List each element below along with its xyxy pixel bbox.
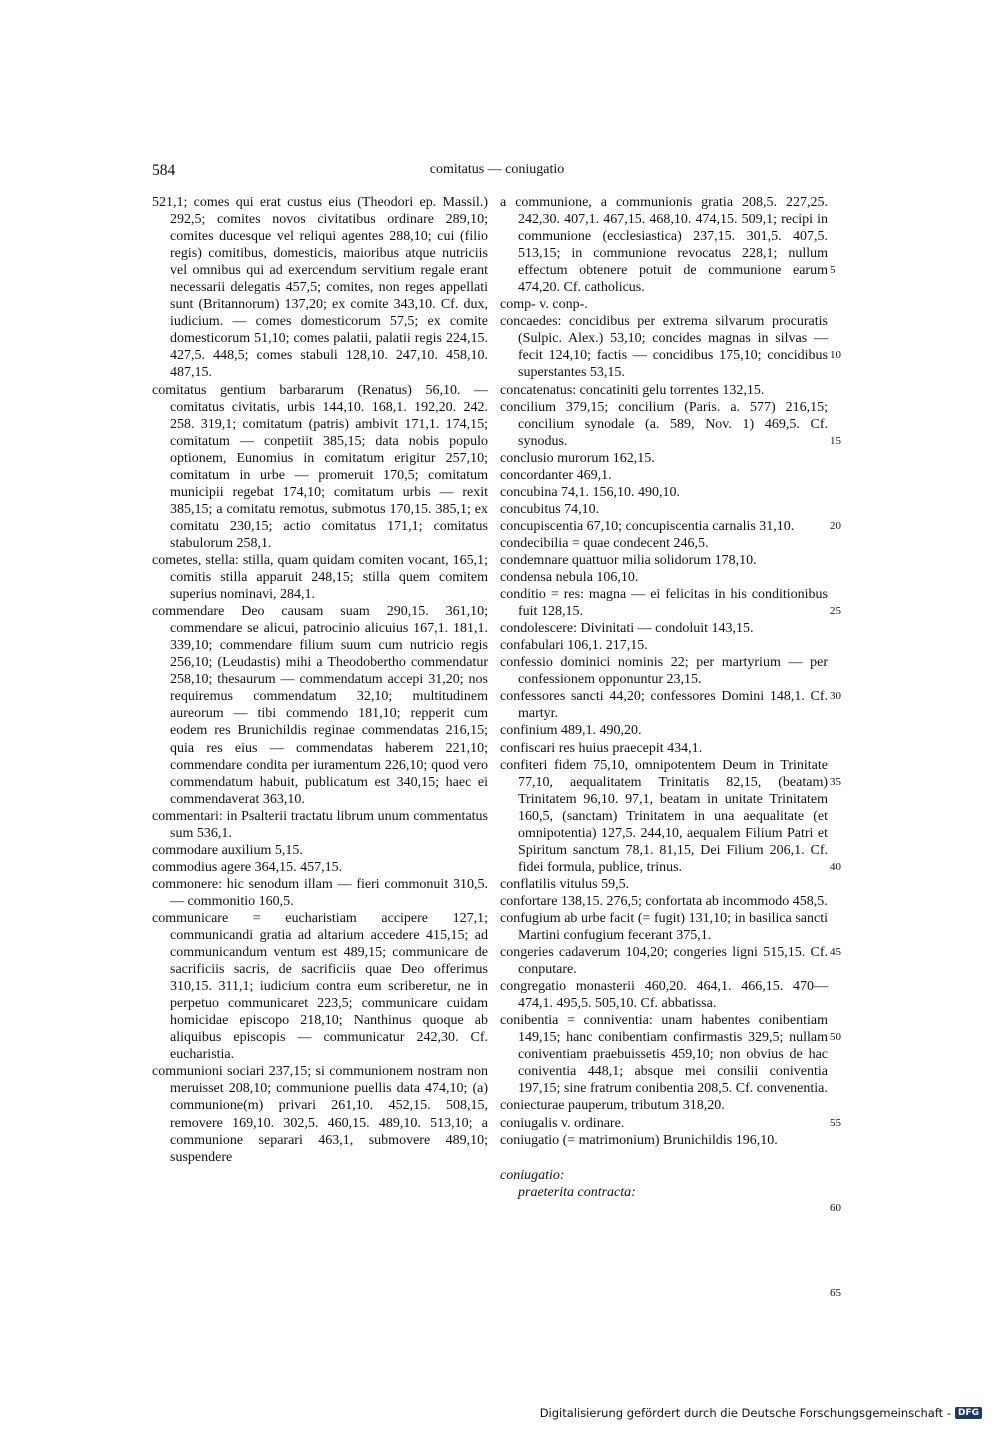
running-head: comitatus — coniugatio	[429, 162, 565, 177]
index-entry: confessio dominici nominis 22; per martyrium — per confessionem opponuntur 23,15.	[500, 655, 828, 688]
index-entry: commendare Deo causam suam 290,15. 361,10; commendare se alicui, patrocinio alicuius 167,1. 181,1. 339,10; commendare filium suum cum nutricio regis 256,10; (Leudastis) mihi a Theodobertho commendatur 258,10; thesaurum — commendatum accepi 31,20; nos requiremus commendatum 32,10; multitudinem aureorum — tibi commendo 181,10; repperit cum eodem res Brunichildis reginae commendatas 216,15; quia res eius — commendatas haberem 221,10; commendare condita per iuramentum 226,10; quod vero commendatum habuit, publicatum est 340,15; haec ei commendaverat 363,10.	[152, 604, 488, 807]
line-number: 35	[830, 775, 841, 788]
index-entry: 521,1; comes qui erat custus eius (Theodori ep. Massil.) 292,5; comites novos civitatibus ordinare 289,10; comites ducesque vel reliqui agentes 288,10; cui (filio regis) comitibus, domesticis, maioribus atque nutriciis vel omnibus qui ad exercendum servitium regale erant necessarii delegatis 457,5; comites, non reges appellati sunt (Britannorum) 137,20; ex comite 343,10. Cf. dux, iudicium. — comes domesticorum 57,5; ex comite domesticorum 51,10; comes palatii, palatii regis 224,15. 427,5. 448,5; comes stabuli 128,10. 247,10. 458,10. 487,15.	[152, 195, 488, 381]
index-entry: concubitus 74,10.	[500, 501, 600, 517]
index-entry: commentari: in Psalterii tractatu librum unum commentatus sum 536,1.	[152, 808, 488, 841]
index-entry: conflatilis vitulus 59,5.	[500, 876, 630, 892]
index-entry: commodare auxilium 5,15.	[152, 842, 303, 858]
line-number: 30	[830, 690, 841, 703]
page-header	[152, 162, 842, 184]
index-entry: confinium 489,1. 490,20.	[500, 723, 642, 739]
page-number: 584	[152, 162, 176, 179]
index-entry: condolescere: Divinitati — condoluit 143,15.	[500, 621, 754, 637]
index-entry: confessores sancti 44,20; confessores Domini 148,1. Cf. martyr.	[500, 689, 828, 722]
line-number: 15	[830, 434, 841, 447]
index-entry: congeries cadaverum 104,20; congeries ligni 515,15. Cf. conputare.	[500, 945, 828, 978]
subhead: praeterita contracta:	[518, 1184, 636, 1200]
line-number: 45	[830, 946, 841, 959]
index-entry: conditio = res: magna — ei felicitas in his conditionibus fuit 128,15.	[500, 587, 828, 620]
line-number: 5	[830, 264, 836, 277]
index-entry: coniugalis v. ordinare.	[500, 1115, 625, 1131]
subhead: coniugatio:	[500, 1167, 565, 1183]
index-entry: commonere: hic senodum illam — fieri commonuit 310,5. — commonitio 160,5.	[152, 876, 488, 909]
index-entry: condensa nebula 106,10.	[500, 570, 639, 586]
index-entry: concatenatus: concatiniti gelu torrentes 132,15.	[500, 382, 765, 398]
left-column	[152, 194, 488, 1166]
index-entry: concubina 74,1. 156,10. 490,10.	[500, 484, 681, 500]
index-entry: cometes, stella: stilla, quam quidam comiten vocant, 165,1; comitis stilla apparuit 248,15; stilla quem comitem superius nominavi, 284,1.	[152, 552, 488, 603]
index-entry: comitatus gentium barbararum (Renatus) 56,10. — comitatus civitatis, urbis 144,10. 168,1. 192,20. 242. 258. 319,1; comitatum (patris) ambivit 171,1. 174,15; comitatum — conpetiit 385,15; data nobis populo optionem, Eunomius in comitatum erigitur 257,10; comitatum in urbe — promeruit 170,5; comitatum municipii regebat 174,10; comitatum urbis — rexit 385,15; a comitatu remotus, submotus 170,15. 385,1; ex comitatu 230,15; actio comitatus 171,1; comitatus stabulorum 258,1.	[152, 382, 488, 551]
line-number: 65	[830, 1287, 841, 1300]
index-entry: conclusio murorum 162,15.	[500, 450, 655, 466]
index-entry: confiteri fidem 75,10, omnipotentem Deum in Trinitate 77,10, aequalitatem Trinitatis 82,15, (beatam) Trinitatem 96,10. 97,1, beatam in unitate Trinitatem 160,5, (sanctam) Trinitatem in una aequalitate (et omnipotentia) 127,5. 244,10, aequalem Filium Patri et Spiritum sanctum 78,1. 81,15, Dei Filium 206,1. Cf. fidei formula, publice, trinus.	[500, 757, 828, 875]
footer-text: Digitalisierung gefördert durch die Deutsche Forschungsgemeinschaft -	[539, 1406, 951, 1420]
index-entry: comp- v. conp-.	[500, 297, 588, 313]
index-entry: coniecturae pauperum, tributum 318,20.	[500, 1098, 725, 1114]
index-entry: a communione, a communionis gratia 208,5. 227,25. 242,30. 407,1. 467,15. 468,10. 474,15. 509,1; recipi in communione (ecclesiastica) 237,15. 301,5. 407,5. 513,15; in communione revocatus 228,1; nullum effectum obtenere potuit de communione earum 474,20. Cf. catholicus.	[500, 195, 828, 296]
index-entry: coniugatio (= matrimonium) Brunichildis 196,10.	[500, 1132, 778, 1148]
line-number: 40	[830, 860, 841, 873]
index-entry: confiscari res huius praecepit 434,1.	[500, 740, 703, 756]
index-entry: confugium ab urbe facit (= fugit) 131,10; in basilica sancti Martini confugium fecerant 375,1.	[500, 910, 828, 944]
index-entry: conibentia = conniventia: unam habentes conibentiam 149,15; hanc conibentiam confirmastis 329,5; nullam coniventiam praebuissetis 459,10; non obvius de hac coniventia 448,1; absque mei consilii coniventia 197,15; sine fratrum conibentia 208,5. Cf. convenentia.	[500, 1013, 828, 1097]
line-number: 10	[830, 349, 841, 362]
index-entry: communioni sociari 237,15; si communionem nostram non meruisset 208,10; communione puellis data 474,10; (a) communione(m) privari 261,10. 452,15. 508,15, removere 169,10. 302,5. 460,15. 489,10. 513,10; a communione separari 463,1, submovere 489,10; suspendere	[152, 1064, 488, 1165]
index-entry: congregatio monasterii 460,20. 464,1. 466,15. 470—474,1. 495,5. 505,10. Cf. abbatissa.	[500, 979, 828, 1012]
index-entry: confabulari 106,1. 217,15.	[500, 638, 648, 654]
index-entry: concilium 379,15; concilium (Paris. a. 577) 216,15; concilium synodale (a. 589, Nov. 1) 469,5. Cf. synodus.	[500, 399, 828, 449]
footer	[540, 1406, 982, 1420]
index-entry: concupiscentia 67,10; concupiscentia carnalis 31,10.	[500, 518, 795, 534]
index-entry: communicare = eucharistiam accipere 127,1; communicandi gratia ad altarium accedere 415,15; ad communicandum ventum est 489,15; communicare de sacrificiis sacris, de sacrificiis quae Deo offerimus 310,15. 311,1; iudicium contra eum scriberetur, ne in perpetuo communicaret 223,5; communicare cuidam homicidae episcopo 218,10; Nanthinus quoque ab aliquibus episcopis — communicatur 242,30. Cf. eucharistia.	[152, 910, 488, 1063]
line-number: 50	[830, 1031, 841, 1044]
line-number: 20	[830, 519, 841, 532]
index-entry: confortare 138,15. 276,5; confortata ab incommodo 458,5.	[500, 893, 828, 909]
line-number: 60	[830, 1201, 841, 1214]
index-entry: condecibilia = quae condecent 246,5.	[500, 535, 709, 551]
index-entry: condemnare quattuor milia solidorum 178,10.	[500, 552, 757, 568]
line-number: 25	[830, 605, 841, 618]
right-column	[500, 194, 828, 1201]
dfg-logo: DFG	[955, 1407, 982, 1419]
line-number: 55	[830, 1116, 841, 1129]
index-entry: concaedes: concidibus per extrema silvarum procuratis (Sulpic. Alex.) 53,10; concides magnas in silvas — fecit 124,10; factis — concidibus 175,10; concidibus superstantes 53,15.	[500, 314, 828, 381]
index-entry: concordanter 469,1.	[500, 467, 612, 483]
index-entry: commodius agere 364,15. 457,15.	[152, 859, 343, 875]
